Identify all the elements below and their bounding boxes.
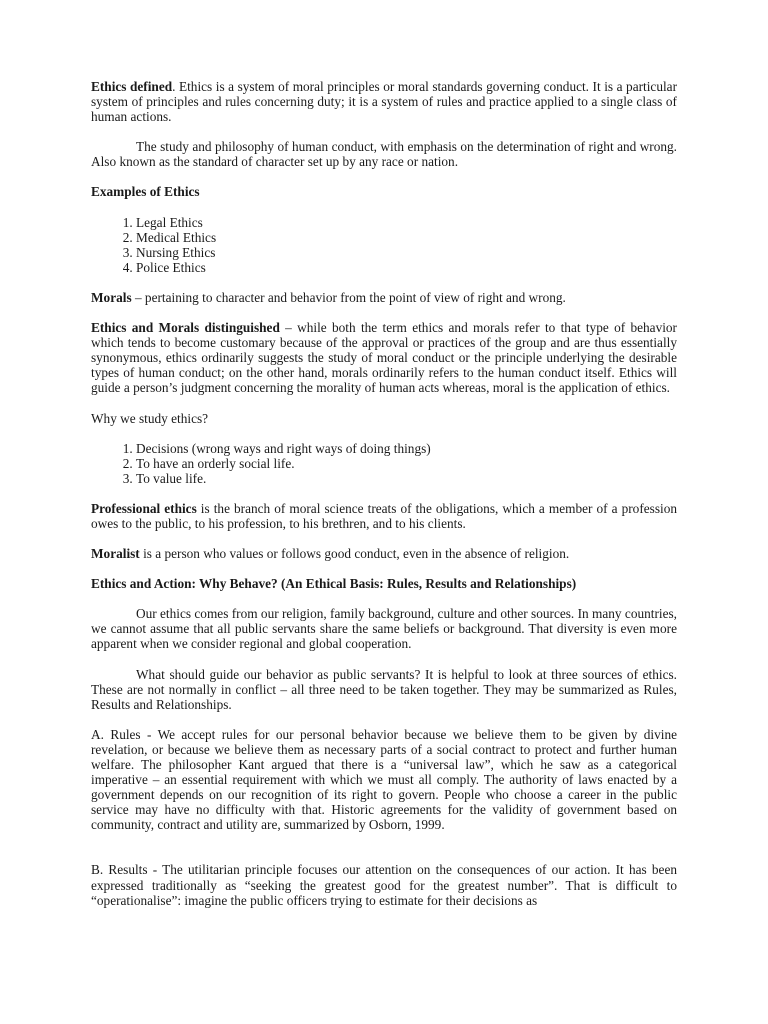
ethics-defined-paragraph (91, 79, 677, 124)
what-guide-paragraph: What should guide our behavior as public servants? It is helpful to look at three sources of ethics. These are not normally in conflict – all three need to be taken together. They may be summarized as Rules, Results and Relationships. (91, 666, 677, 712)
ethics-defined-text: . Ethics is a system of moral principles or moral standards governing conduct. It is a particular system of principles and rules concerning duty; it is a system of rules and practice applied to a single class of human actions. (91, 79, 677, 125)
moralist-term: Moralist (91, 546, 140, 562)
professional-term: Professional ethics (91, 500, 197, 516)
list-item: 3. Nursing Ethics (136, 245, 677, 260)
reasons-list (91, 441, 677, 486)
study-philosophy-paragraph: The study and philosophy of human conduct, with emphasis on the determination of right and wrong. Also known as the standard of character set up by any race or nation. (91, 139, 677, 170)
document-page (91, 79, 677, 923)
examples-heading: Examples of Ethics (91, 184, 200, 200)
list-item: 1. Decisions (wrong ways and right ways of doing things) (136, 441, 677, 456)
professional-paragraph (91, 501, 677, 531)
distinguished-text: – while both the term ethics and morals refer to that type of behavior which tends to become customary because of the approval or practices of the group and are thus essentially synonymous, ethics ordinarily suggests the study of moral conduct or the principle underlying the desirable types of human conduct; on the other hand, morals ordinarily refers to the human conduct itself. Ethics will guide a person’s judgment concerning the morality of human acts whereas, moral is the application of ethics. (91, 320, 677, 396)
rules-paragraph: A. Rules - We accept rules for our personal behavior because we believe them to be given by divine revelation, or because we believe them as necessary parts of a social contract to protect and further human welfare. The philosopher Kant argued that there is a “universal law”, which he saw as a categorical imperative – an essential requirement with which we must all comply. The authority of laws enacted by a government depends on our recognition of its right to govern. People who choose a career in the public service may have no difficulty with that. Historic agreements for the validity of government based on community, contract and utility are, summarized by Osborn, 1999. (91, 726, 677, 833)
distinguished-paragraph (91, 320, 677, 395)
ethics-defined-term: Ethics defined (91, 79, 173, 94)
results-paragraph: B. Results - The utilitarian principle focuses our attention on the consequences of our action. It has been expressed traditionally as “seeking the greatest good for the greatest number”. That is difficult to “operationalise”: imagine the public officers trying to estimate for their decisions as (91, 862, 677, 908)
moralist-paragraph (91, 546, 677, 561)
distinguished-term: Ethics and Morals distinguished (91, 320, 280, 336)
morals-text: – pertaining to character and behavior from the point of view of right and wrong. (131, 289, 566, 305)
list-item: 2. To have an orderly social life. (136, 456, 677, 471)
list-item: 3. To value life. (136, 471, 677, 486)
action-heading: Ethics and Action: Why Behave? (An Ethical Basis: Rules, Results and Relationships) (91, 576, 577, 592)
examples-list (91, 215, 677, 275)
morals-paragraph (91, 290, 677, 305)
our-ethics-paragraph: Our ethics comes from our religion, family background, culture and other sources. In many countries, we cannot assume that all public servants share the same beliefs or background. That diversity is even more apparent when we consider regional and global cooperation. (91, 606, 677, 652)
list-item: 4. Police Ethics (136, 260, 677, 275)
why-study-paragraph: Why we study ethics? (91, 410, 209, 426)
list-item: 1. Legal Ethics (136, 215, 677, 230)
list-item: 2. Medical Ethics (136, 230, 677, 245)
moralist-text: is a person who values or follows good conduct, even in the absence of religion. (139, 546, 570, 562)
professional-text: is the branch of moral science treats of the obligations, which a member of a profession owes to the public, to his profession, to his brethren, and to his clients. (91, 500, 677, 531)
morals-term: Morals (91, 289, 132, 305)
